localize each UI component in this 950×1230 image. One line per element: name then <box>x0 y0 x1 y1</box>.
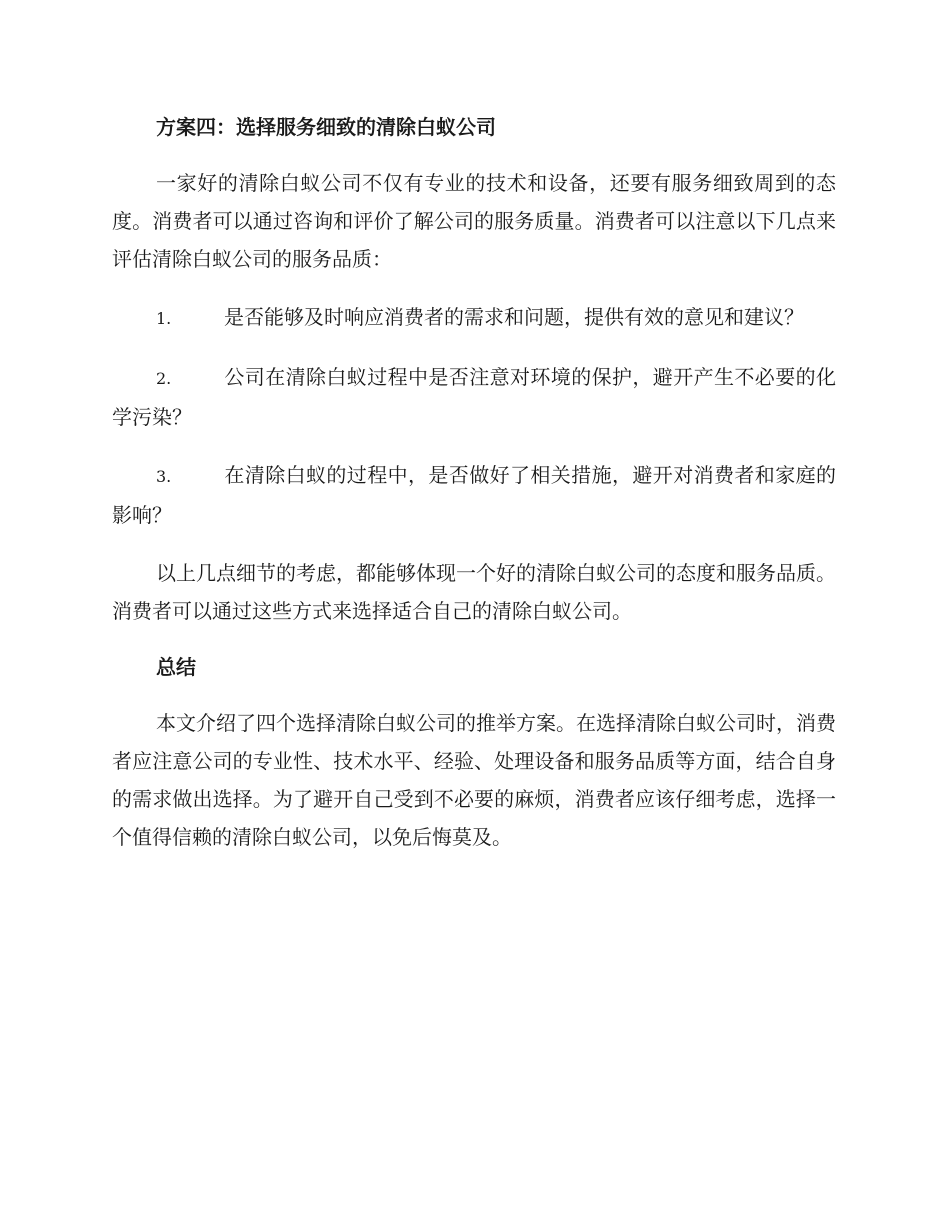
section-heading-summary: 总结 <box>156 655 196 679</box>
list-number: 2. <box>156 369 172 388</box>
document-page <box>112 108 836 856</box>
list-item-text: 是否能够及时响应消费者的需求和问题，提供有效的意见和建议？ <box>224 305 804 329</box>
list-item-text: 在清除白蚁的过程中，是否做好了相关措施，避开对消费者和家庭的影响？ <box>112 463 836 527</box>
paragraph-intro: 一家好的清除白蚁公司不仅有专业的技术和设备，还要有服务细致周到的态度。消费者可以通过咨询和评价了解公司的服务质量。消费者可以注意以下几点来评估清除白蚁公司的服务品质： <box>112 171 836 271</box>
list-item-3 <box>112 456 836 534</box>
paragraph-outro: 以上几点细节的考虑，都能够体现一个好的清除白蚁公司的态度和服务品质。消费者可以通过这些方式来选择适合自己的清除白蚁公司。 <box>112 561 836 623</box>
paragraph-summary: 本文介绍了四个选择清除白蚁公司的推举方案。在选择清除白蚁公司时，消费者应注意公司的专业性、技术水平、经验、处理设备和服务品质等方面，结合自身的需求做出选择。为了避开自己受到不必要的麻烦，消费者应该仔细考虑，选择一个值得信赖的清除白蚁公司，以免后悔莫及。 <box>112 711 836 849</box>
list-item-1 <box>112 298 836 338</box>
list-item-2 <box>112 358 836 436</box>
list-number: 3. <box>156 467 172 486</box>
list-item-text: 公司在清除白蚁过程中是否注意对环境的保护，避开产生不必要的化学污染？ <box>112 365 836 429</box>
section-heading-plan-four: 方案四：选择服务细致的清除白蚁公司 <box>156 115 496 139</box>
list-number: 1. <box>156 309 172 328</box>
